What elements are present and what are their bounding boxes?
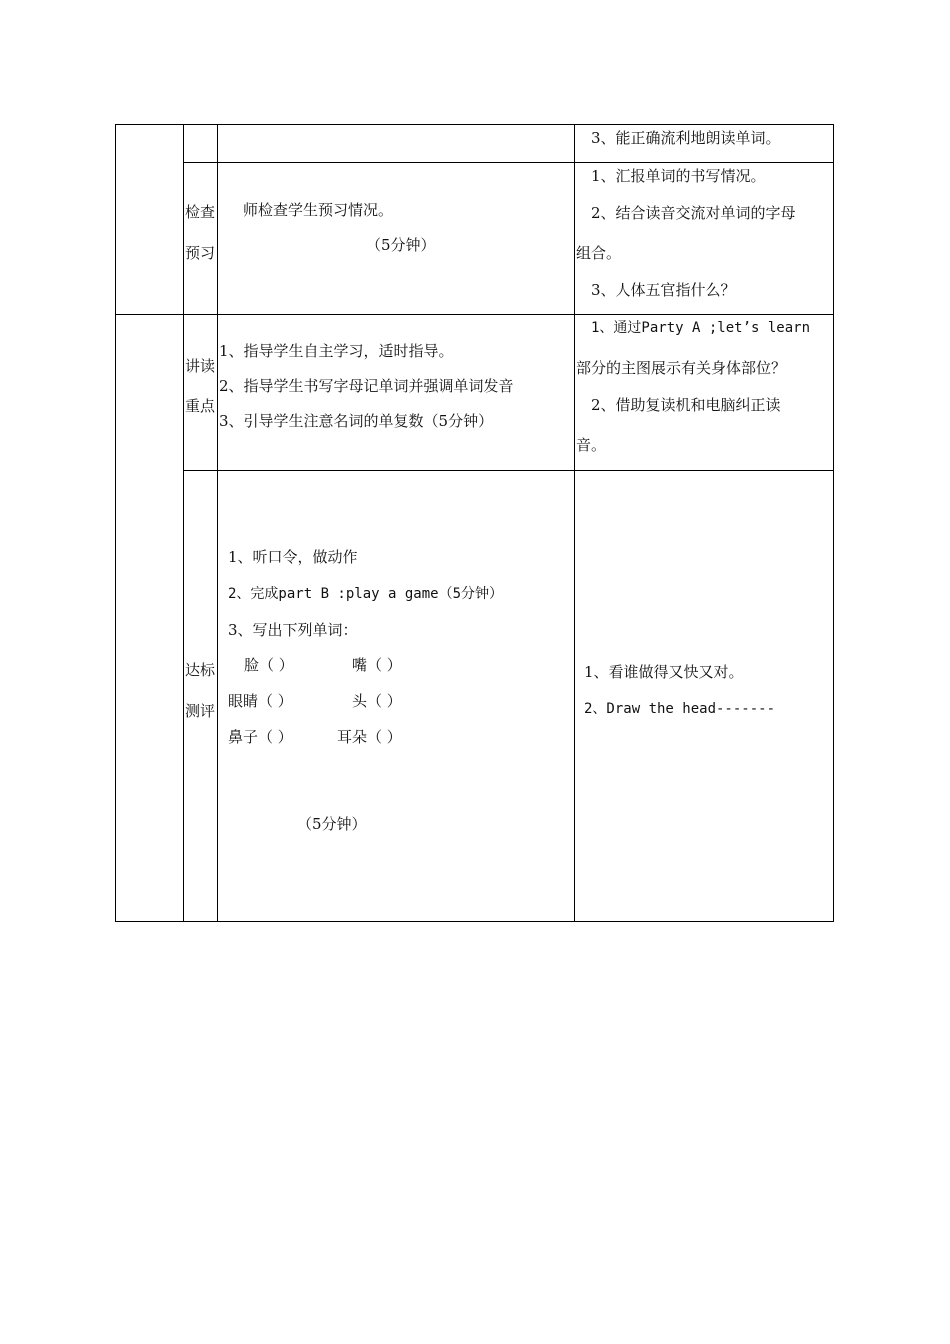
row3-student-line-1: 1、看谁做得又快又对。	[584, 663, 744, 681]
word-face: 脸（ ）	[244, 656, 294, 674]
row3-time: （5分钟）	[297, 815, 367, 833]
table-border-left	[115, 124, 116, 922]
word-ears: 耳朵（ ）	[337, 728, 402, 746]
row2-teacher-line-1: 1、指导学生自主学习，适时指导。	[219, 342, 454, 360]
row3-teacher-line-2: 2、完成part B :play a game（5分钟）	[228, 586, 504, 602]
row3-label-line-1: 达标	[185, 661, 216, 679]
table-border-top	[115, 124, 834, 125]
column-divider-3	[574, 124, 575, 922]
row2-label-line-1: 讲读	[185, 357, 216, 375]
row-divider-3	[183, 470, 834, 471]
row3-student-line-2: 2、Draw the head-------	[584, 701, 776, 717]
row1-student-line-4: 3、人体五官指什么？	[591, 281, 736, 299]
row1-time: （5分钟）	[366, 236, 436, 254]
row2-teacher-line-2: 2、指导学生书写字母记单词并强调单词发音	[219, 377, 514, 395]
row2-student-line-3: 2、借助复读机和电脑纠正读	[591, 396, 781, 414]
row2-student-line-4: 音。	[576, 436, 607, 454]
row2-label-line-2: 重点	[185, 397, 216, 415]
table-border-right	[833, 124, 834, 922]
row-divider-1	[183, 162, 834, 163]
row-divider-2	[115, 314, 834, 315]
row1-student-line-3: 组合。	[576, 244, 622, 262]
row1-teacher-line-1: 师检查学生预习情况。	[243, 201, 394, 219]
word-nose: 鼻子（ ）	[228, 728, 293, 746]
row1-label-line-1: 检查	[185, 203, 216, 221]
row1-label-line-2: 预习	[185, 244, 216, 262]
row1-student-line-1: 1、汇报单词的书写情况。	[591, 167, 766, 185]
word-eyes: 眼睛（ ）	[228, 692, 293, 710]
column-divider-1	[183, 124, 184, 922]
row3-teacher-line-1: 1、听口令，做动作	[228, 548, 358, 566]
row2-teacher-line-3: 3、引导学生注意名词的单复数（5分钟）	[219, 412, 494, 430]
row1-student-line-2: 2、结合读音交流对单词的字母	[591, 204, 796, 222]
row2-student-line-2: 部分的主图展示有关身体部位？	[576, 359, 787, 377]
word-mouth: 嘴（ ）	[352, 656, 402, 674]
table-border-bottom	[115, 921, 834, 922]
row0-student-line-1: 3、能正确流利地朗读单词。	[591, 129, 781, 147]
word-head: 头（ ）	[352, 692, 402, 710]
row3-label-line-2: 测评	[185, 702, 216, 720]
column-divider-2	[217, 124, 218, 922]
row3-teacher-line-3: 3、写出下列单词：	[228, 621, 358, 639]
row2-student-line-1: 1、通过Party A ;let’s learn	[591, 320, 811, 336]
